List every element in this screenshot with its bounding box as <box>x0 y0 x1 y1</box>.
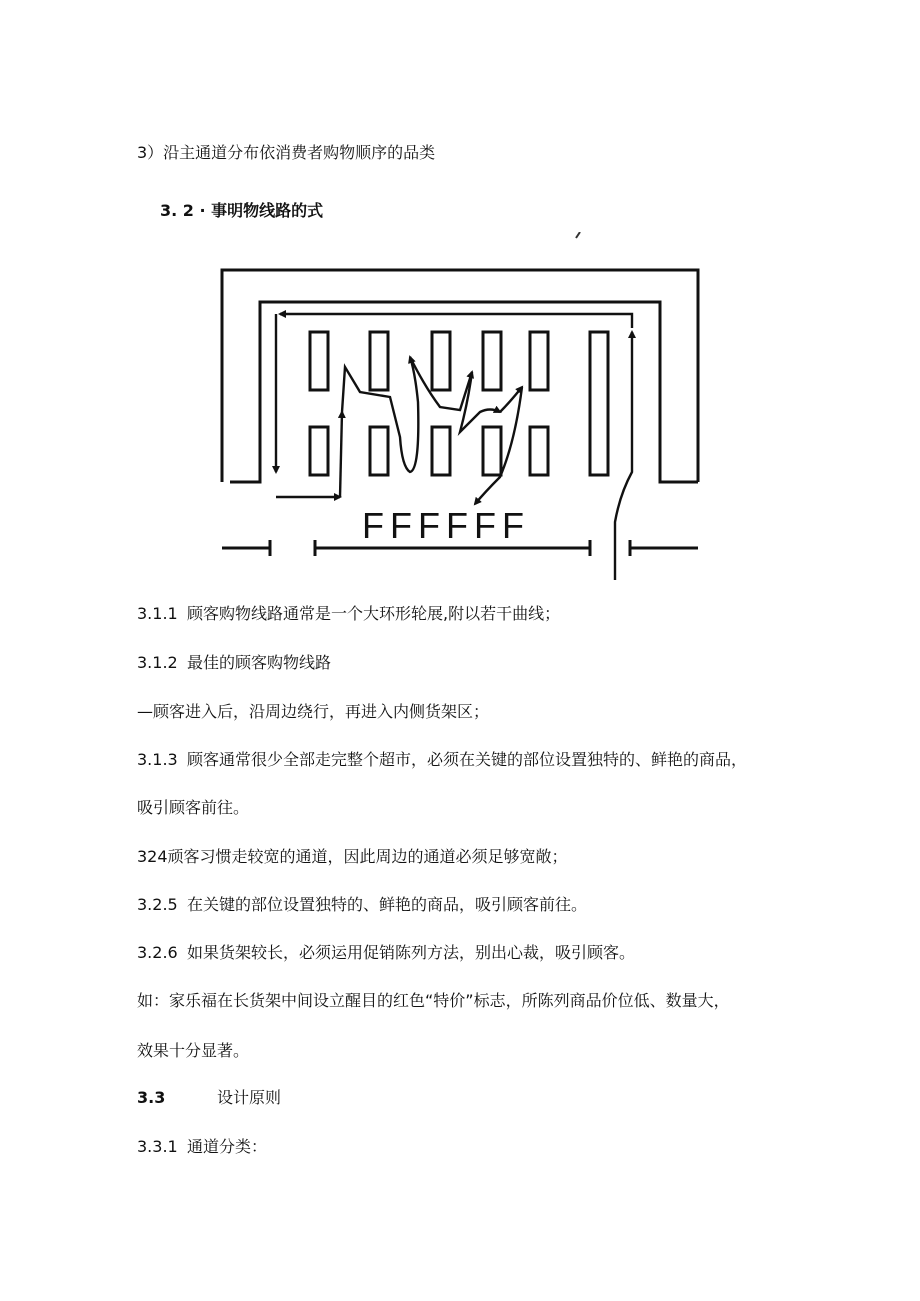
paragraph-3-2-6 <box>137 942 635 964</box>
route-top <box>280 314 632 328</box>
shelf <box>530 427 548 475</box>
paragraph-3-2-5 <box>137 894 587 916</box>
route-curve-3 <box>410 357 472 410</box>
list-item-3: 3）沿主通道分布依消费者购物顺序的品类 <box>137 143 436 162</box>
shelf <box>530 332 548 390</box>
route-curve-2 <box>342 357 418 472</box>
section-heading-3-3 <box>137 1087 281 1109</box>
item-number: 3.2.5 <box>137 895 178 914</box>
paragraph-3-1-1 <box>137 603 560 625</box>
item-text: 如果货架较长，必须运用促销陈列方法，别出心裁，吸引顾客。 <box>187 943 636 962</box>
checkout-counters-label: FFFFFF <box>362 505 530 546</box>
route-curve-4 <box>460 372 500 432</box>
route-curve-1 <box>340 412 342 497</box>
paragraph-3-1-2 <box>137 652 331 674</box>
shopping-route-diagram <box>210 232 710 582</box>
shelf <box>432 427 450 475</box>
item-text: 顾客通常很少全部走完整个超市，必须在关键的部位设置独特的、鲜艳的商品， <box>187 750 748 769</box>
item-number: 3.3.1 <box>137 1137 178 1156</box>
section-heading-3-2: 3. 2 · 事明物线路的式 <box>160 201 324 220</box>
paragraph-3-1-2-detail: —顾客进入后，沿周边绕行，再进入内侧货架区； <box>137 702 490 721</box>
shelf <box>370 332 388 390</box>
section-number: 3.3 <box>137 1088 166 1107</box>
paragraph-3-1-3 <box>137 749 747 771</box>
long-shelf <box>590 332 608 475</box>
shelf <box>310 332 328 390</box>
paragraph-3-1-3-cont: 吸引顾客前往。 <box>137 798 250 817</box>
paragraph-3-3-1 <box>137 1136 267 1158</box>
item-text: 顾客购物线路通常是一个大环形轮展,附以若干曲线； <box>187 604 561 623</box>
section-title: 设计原则 <box>217 1088 282 1107</box>
shelf <box>370 427 388 475</box>
item-number: 3.1.1 <box>137 604 178 623</box>
shelf <box>483 427 501 475</box>
item-text: 通道分类： <box>187 1137 268 1156</box>
item-text: 最佳的顾客购物线路 <box>187 653 332 672</box>
shelf <box>310 427 328 475</box>
shelf <box>432 332 450 390</box>
paragraph-3-2-4: 324顽客习惯走较宽的通道，因此周边的通道必须足够宽敞； <box>137 847 568 866</box>
item-number: 3.1.3 <box>137 750 178 769</box>
inner-wall <box>230 302 698 482</box>
shelf <box>483 332 501 390</box>
item-text: 在关键的部位设置独特的、鲜艳的商品，吸引顾客前往。 <box>187 895 588 914</box>
item-number: 3.2.6 <box>137 943 178 962</box>
example-paragraph-cont: 效果十分显著。 <box>137 1041 250 1060</box>
example-paragraph: 如：家乐福在长货架中间设立醒目的红色“特价”标志，所陈列商品价位低、数量大， <box>137 991 730 1010</box>
item-number: 3.1.2 <box>137 653 178 672</box>
